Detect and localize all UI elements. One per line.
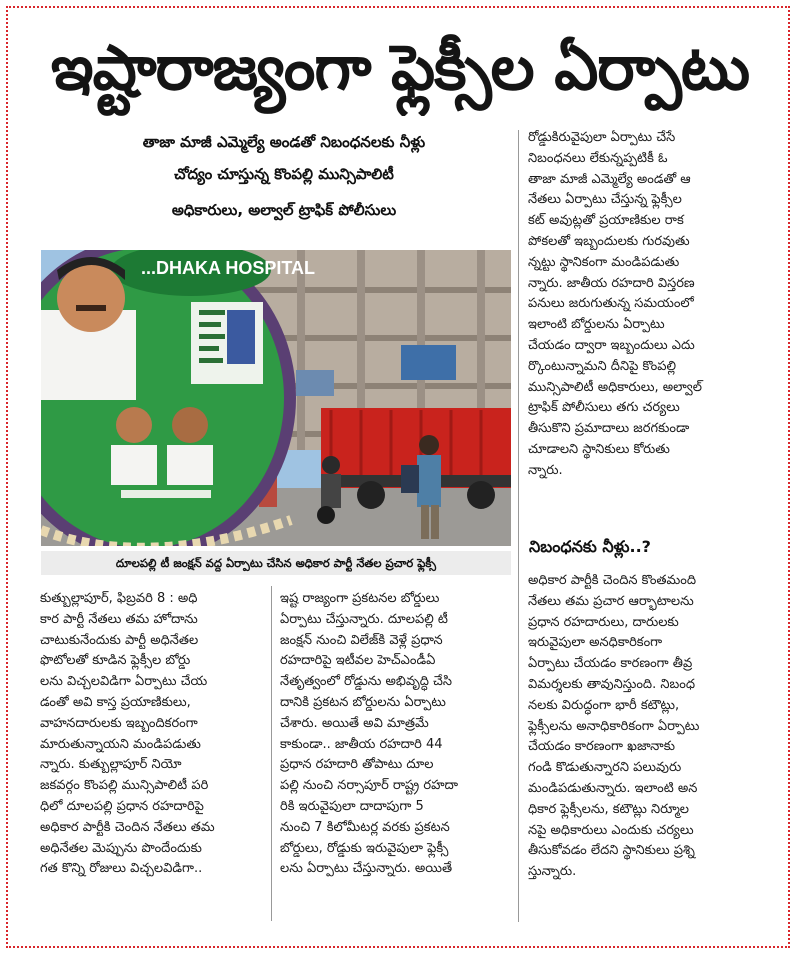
deck-line-3: అధికారులు, అల్వాల్ ట్రాఫిక్ పోలీసులు — [171, 201, 397, 219]
photo-caption: దూలపల్లి టీ జంక్షన్ వద్ద ఏర్పాటు చేసిన అధికార పార్టీ నేతల ప్రచార ఫ్లెక్సీ — [41, 551, 511, 575]
deck-line-2: చోద్యం చూస్తున్న కొంపల్లి మున్సిపాలిటీ — [174, 165, 394, 183]
hospital-sign-text: ...DHAKA HOSPITAL — [141, 258, 315, 278]
deck-line-1: తాజా మాజీ ఎమ్మెల్యే అండతో నిబంధనలకు నీళ్లు — [142, 133, 426, 151]
article-column-3-bottom: అధికార పార్టీకి చెందిన కొంతమంది నేతలు తమ ప్రచార ఆర్భాటాలను ప్రధాన రహదారులు, దారులకు ఇరువైపులా అనధికారికంగా ఏర్పాటు చేయడం కారణంగా తీవ్ర విమర్శలకు తావునిస్తుంది. నిబంధ నలకు విరుద్ధంగా భారీ కటౌట్లు, ఫ్లెక్సీలను అనాధికారికంగా ఏర్పాటు చేయడం కారణంగా ఖజానాకు గండి కొడుతున్నారని పలువురు మండిపడుతున్నారు. ఇలాంటి అన ధికార ఫ్లెక్సీలను, కటౌట్లు నిర్మూల నపై అధికారులు ఎందుకు చర్యలు తీసుకోవడం లేదని స్థానికులు ప్రశ్ని స్తున్నారు. — [528, 573, 700, 880]
column-divider — [271, 586, 272, 921]
news-photo — [41, 250, 511, 546]
article-column-1: కుత్బుల్లాపూర్, ఫిబ్రవరి 8 : అధి కార పార్టీ నేతలు తమ హోదాను చాటుకునేందుకు పార్టీ అధినేతల ఫొటోలతో కూడిన ఫ్లెక్సీల బోర్డు లను విచ్చలవిడిగా ఏర్పాటు చేయ డంతో అవి కాస్త ప్రయాణికులు, వాహనదారులకు ఇబ్బందికరంగా మారుతున్నాయని మండిపడుతు న్నారు. కుత్బుల్లాపూర్ నియో జకవర్గం కొంపల్లి మున్సిపాలిటీ పరి ధిలో దూలపల్లి ప్రధాన రహదారిపై అధికార పార్టీకి చెందిన నేతలు తమ అధినేతల మెప్పును పొందేందుకు గత కొన్ని రోజులు విచ్చలవిడిగా.. — [40, 591, 215, 877]
subheading: నిబంధనకు నీళ్లు..? — [529, 537, 651, 556]
flex-board-photo — [41, 250, 511, 546]
column-divider — [518, 130, 519, 922]
headline: ఇష్టారాజ్యంగా ఫ్లెక్సీల ఏర్పాటు — [50, 31, 750, 104]
article-column-2: ఇష్ట రాజ్యంగా ప్రకటనల బోర్డులు ఏర్పాటు చేస్తున్నారు. దూలపల్లి టీ జంక్షన్ నుంచి విలేజ్‌కి వెళ్లే ప్రధాన రహదారిపై ఇటీవల హెచ్‌ఎండీఏ నేతృత్వంలో రోడ్డును అభివృద్ధి చేసి దానికి ప్రకటన బోర్డులను ఏర్పాటు చేశారు. అయితే అవి మాత్రమే కాకుండా.. జాతీయ రహదారి 44 ప్రధాన రహదారి తోపాటు దూల పల్లి నుంచి నర్సాపూర్ రాష్ట్ర రహదా రికి ఇరువైపులా దాదాపుగా 5 నుంచి 7 కిలోమీటర్ల వరకు ప్రకటన బోర్డులు, రోడ్డుకు ఇరువైపులా ఫ్లెక్సీ లను ఏర్పాటు చేస్తున్నారు. అయితే — [280, 591, 459, 877]
article-column-3-top: రోడ్డుకిరువైపులా ఏర్పాటు చేసే నిబంధనలు లేకున్నప్పటికీ ఓ తాజా మాజీ ఎమ్మెల్యే అండతో ఆ నేతలు ఏర్పాటు చేస్తున్న ఫ్లెక్సీల కట్ అవుట్లతో ప్రయాణికుల రాక పోకలతో ఇబ్బందులకు గురవుతు న్నట్టు స్థానికంగా మండిపడుతు న్నారు. జాతీయ రహదారి విస్తరణ పనులు జరుగుతున్న సమయంలో ఇలాంటి బోర్డులను ఏర్పాటు చేయడం ద్వారా ఇబ్బందులు ఎదు ర్కొంటున్నామని దీనిపై కొంపల్లి మున్సిపాలిటీ అధికారులు, అల్వాల్ ట్రాఫిక్ పోలీసులు తగు చర్యలు తీసుకొని ప్రమాదాలు జరగకుండా చూడాలని స్థానికులు కోరుతు న్నారు. — [528, 130, 702, 478]
